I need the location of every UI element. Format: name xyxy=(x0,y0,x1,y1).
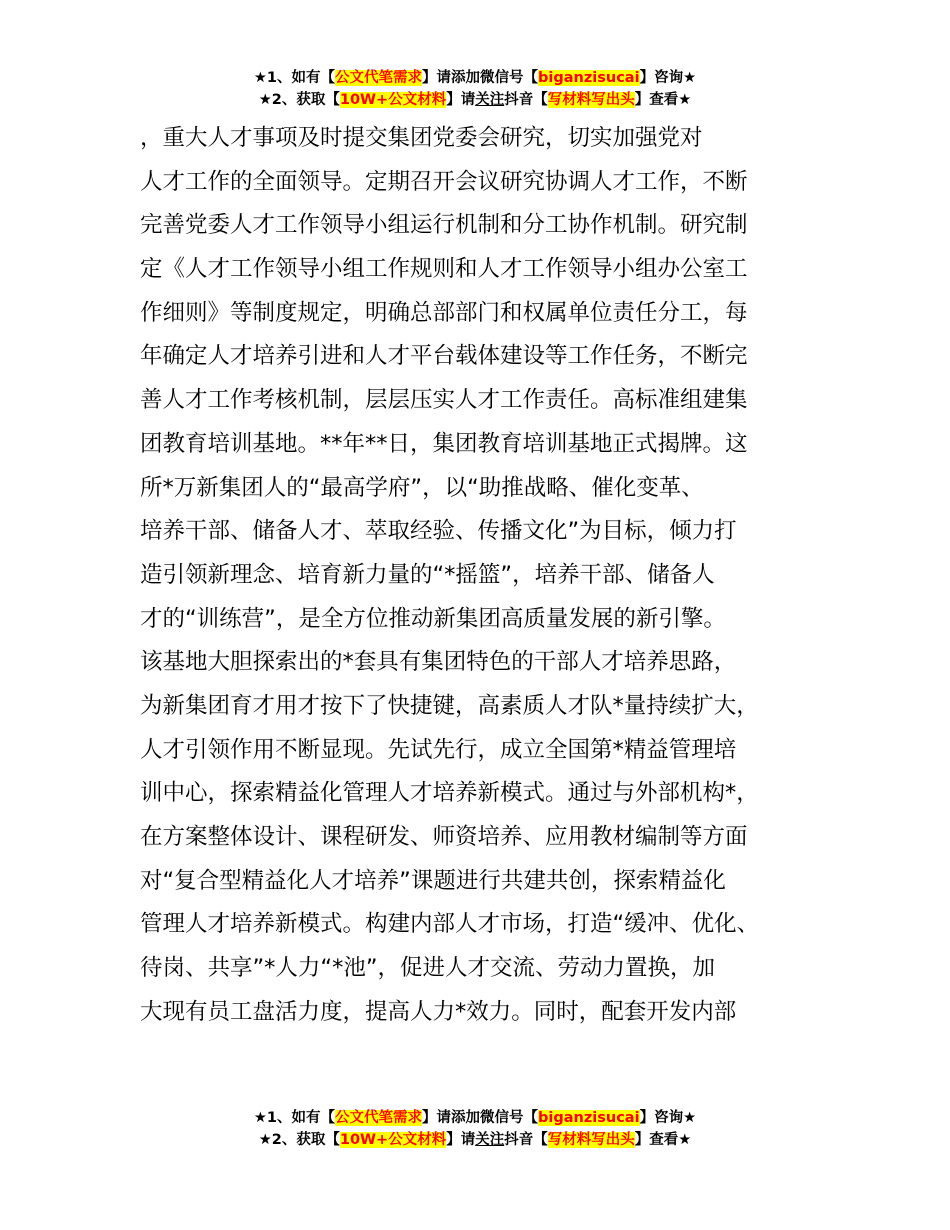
banner-line-1 xyxy=(0,1107,950,1129)
body-text-line: ，重大人才事项及时提交集团党委会研究，切实加强党对 xyxy=(140,125,703,151)
body-text-line: 该基地大胆探索出的*套具有集团特色的干部人才培养思路， xyxy=(140,649,737,676)
footer-banner xyxy=(0,1107,950,1151)
banner-line-1 xyxy=(0,67,950,89)
banner-underlined: 关注 xyxy=(475,92,505,108)
highlight-wechat-id: biganzisucai xyxy=(538,1110,640,1126)
body-text-line: 定《人才工作领导小组工作规则和人才工作领导小组办公室工 xyxy=(140,256,748,283)
banner-text: ★2、获取【 xyxy=(258,92,340,108)
highlight-materials: 10W+公文材料 xyxy=(339,92,447,108)
body-text-line: 为新集团育才用才按下了快捷键，高素质人才队*量持续扩大， xyxy=(140,692,759,719)
highlight-douyin-account: 写材料写出头 xyxy=(547,1132,635,1148)
highlight-service: 公文代笔需求 xyxy=(335,70,423,86)
banner-text: ★2、获取【 xyxy=(258,1132,340,1148)
banner-text: 】请 xyxy=(422,70,452,86)
highlight-materials: 10W+公文材料 xyxy=(339,1132,447,1148)
body-text-line: 训中心，探索精益化管理人才培养新模式。通过与外部机构*， xyxy=(140,780,759,807)
body-text-line: 大现有员工盘活力度，提高人力*效力。同时，配套开发内部 xyxy=(140,998,737,1025)
body-text-line: 才的“训练营”，是全方位推动新集团高质量发展的新引擎。 xyxy=(140,605,726,632)
banner-text: 】咨询★ xyxy=(639,1110,697,1126)
body-text-line: 待岗、共享”*人力“*池”，促进人才交流、劳动力置换，加 xyxy=(140,955,715,982)
banner-text: 】请 xyxy=(446,1132,476,1148)
highlight-wechat-id: biganzisucai xyxy=(538,70,640,86)
banner-text: ★1、如有【 xyxy=(253,70,336,86)
banner-emphasis: 添加 xyxy=(451,70,481,86)
banner-line-2 xyxy=(0,89,950,111)
body-text-line: 作细则》等制度规定，明确总部部门和权属单位责任分工，每 xyxy=(140,299,748,326)
banner-text: 抖音【 xyxy=(504,1132,548,1148)
body-text-line: 完善党委人才工作领导小组运行机制和分工协作机制。研究制 xyxy=(140,212,748,239)
body-text-line: 管理人才培养新模式。构建内部人才市场，打造“缓冲、优化、 xyxy=(140,911,760,938)
body-text-line: 年确定人才培养引进和人才平台载体建设等工作任务，不断完 xyxy=(140,343,748,370)
banner-text: 】请 xyxy=(422,1110,452,1126)
banner-text: 】查看★ xyxy=(634,1132,692,1148)
body-text-line: 人才工作的全面领导。定期召开会议研究协调人才工作，不断 xyxy=(140,168,748,195)
highlight-douyin-account: 写材料写出头 xyxy=(547,92,635,108)
banner-underlined: 关注 xyxy=(475,1132,505,1148)
body-text-line: 人才引领作用不断显现。先试先行，成立全国第*精益管理培 xyxy=(140,736,737,763)
banner-text: 】咨询★ xyxy=(639,70,697,86)
banner-text: 】查看★ xyxy=(634,92,692,108)
body-text-line: 在方案整体设计、课程研发、师资培养、应用教材编制等方面 xyxy=(140,824,748,850)
body-text-line: 对“复合型精益化人才培养”课题进行共建共创，探索精益化 xyxy=(140,867,726,894)
body-text-line: 造引领新理念、培育新力量的“*摇篮”，培养干部、储备人 xyxy=(140,561,715,588)
banner-text: ★1、如有【 xyxy=(253,1110,336,1126)
banner-text: 微信号【 xyxy=(480,70,539,86)
banner-emphasis: 添加 xyxy=(451,1110,481,1126)
banner-text: 】请 xyxy=(446,92,476,108)
body-text-line: 培养干部、储备人才、萃取经验、传播文化”为目标，倾力打 xyxy=(140,518,737,545)
body-text-line: 善人才工作考核机制，层层压实人才工作责任。高标准组建集 xyxy=(140,387,748,414)
body-text-line: 团教育培训基地。**年**日，集团教育培训基地正式揭牌。这 xyxy=(140,430,748,457)
banner-line-2 xyxy=(0,1129,950,1151)
banner-text: 微信号【 xyxy=(480,1110,539,1126)
highlight-service: 公文代笔需求 xyxy=(335,1110,423,1126)
banner-text: 抖音【 xyxy=(504,92,548,108)
document-body xyxy=(140,117,840,1034)
body-text-line: 所*万新集团人的“最高学府”，以“助推战略、催化变革、 xyxy=(140,474,704,501)
header-banner xyxy=(0,67,950,111)
